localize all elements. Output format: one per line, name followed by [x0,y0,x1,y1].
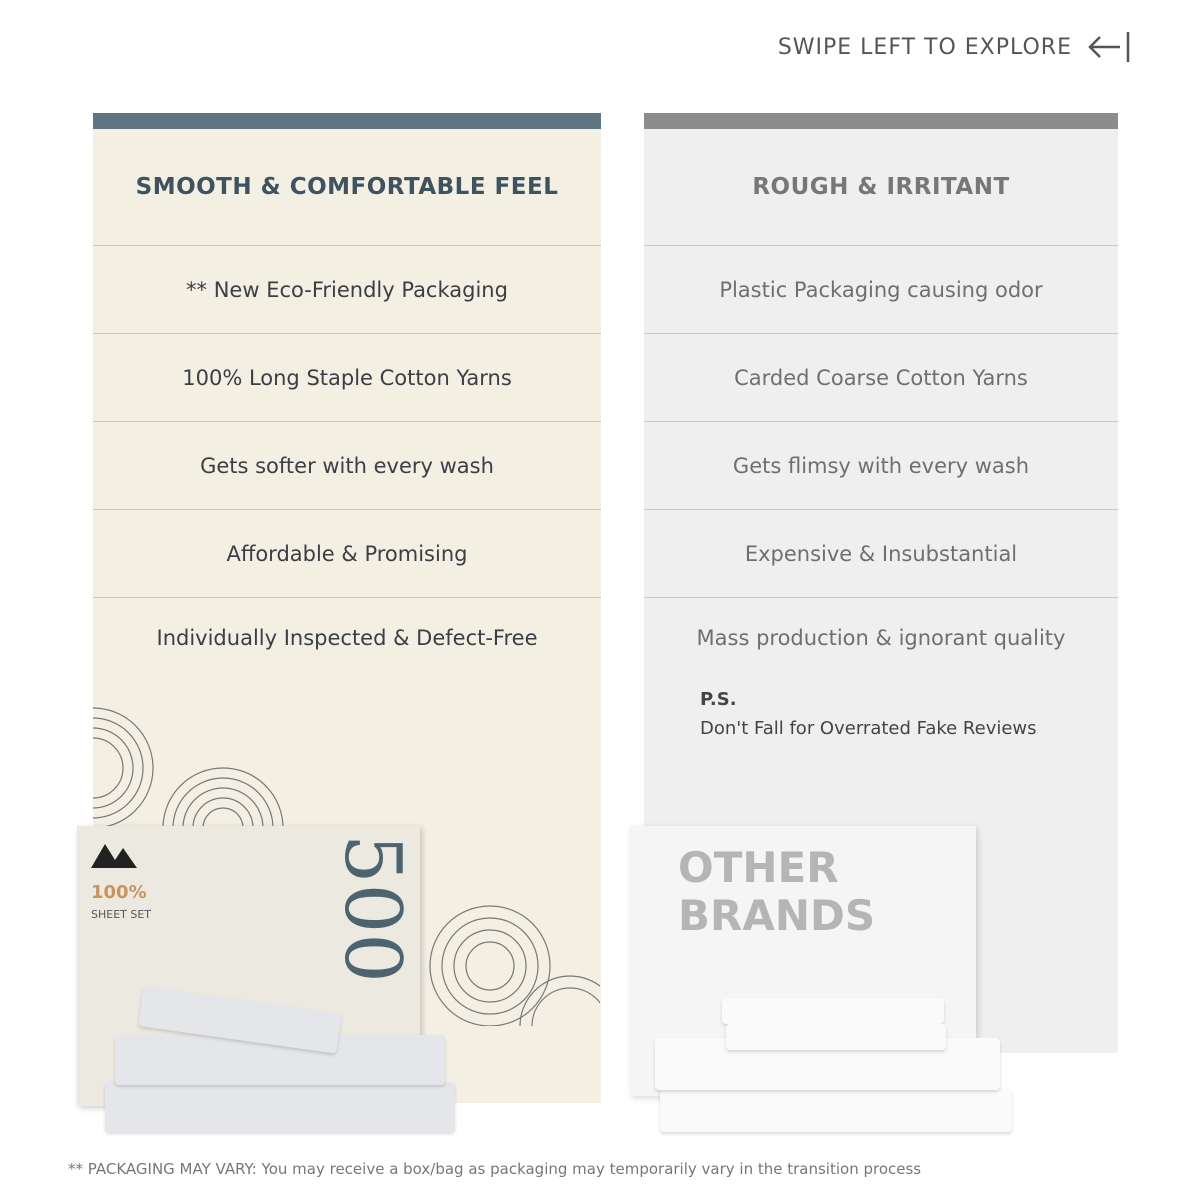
ps-text: Don't Fall for Overrated Fake Reviews [700,718,1037,739]
other-row: Mass production & ignorant quality [696,626,1066,650]
pillowcase [722,998,944,1024]
our-row: 100% Long Staple Cotton Yarns [93,334,601,422]
our-column-bar [93,113,601,129]
arrow-left-icon [1084,30,1132,64]
pillowcase [726,1024,946,1050]
swipe-text: SWIPE LEFT TO EXPLORE [777,34,1072,60]
mountain-logo-icon [91,840,137,868]
swirl-pattern [420,886,600,1026]
folded-sheet [105,1082,455,1132]
other-column-bar [644,113,1118,129]
other-row: Expensive & Insubstantial [644,510,1118,598]
box-label: SHEET SET [91,908,152,921]
swipe-hint [778,30,1132,64]
our-heading: SMOOTH & COMFORTABLE FEEL [93,129,601,246]
ps-note [700,685,1037,743]
other-row: Carded Coarse Cotton Yarns [644,334,1118,422]
ps-label: P.S. [700,689,737,710]
thread-count: 500 [327,834,417,983]
our-row: Gets softer with every wash [93,422,601,510]
other-box-label: OTHER BRANDS [678,843,876,940]
our-row: Individually Inspected & Defect-Free [156,626,538,650]
other-row: Plastic Packaging causing odor [644,246,1118,334]
folded-sheet [660,1088,1012,1132]
our-row: ** New Eco-Friendly Packaging [93,246,601,334]
swirl-pattern [93,698,293,828]
box-percent: 100% [91,882,147,903]
other-row: Gets flimsy with every wash [644,422,1118,510]
our-row: Affordable & Promising [93,510,601,598]
other-heading: ROUGH & IRRITANT [644,129,1118,246]
footnote: ** PACKAGING MAY VARY: You may receive a box/bag as packaging may temporarily vary in the transition process [68,1160,922,1178]
